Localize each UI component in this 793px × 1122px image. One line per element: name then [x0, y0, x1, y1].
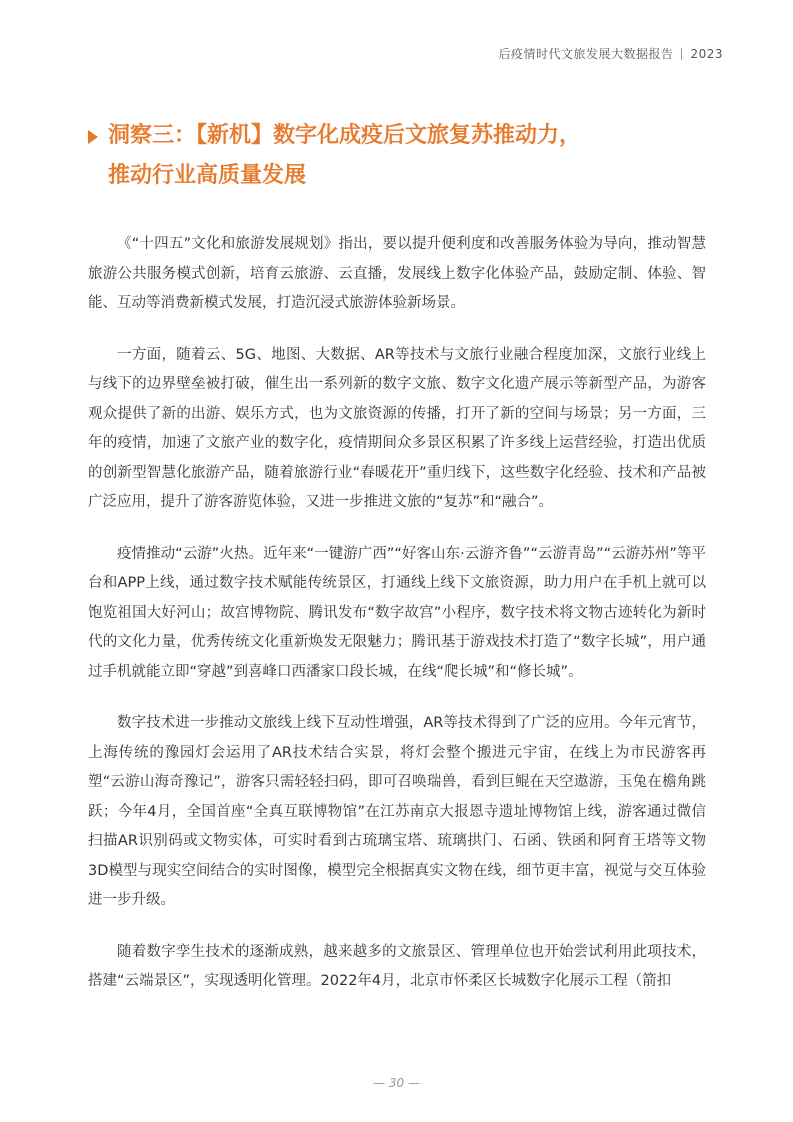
triangle-bullet-icon: [88, 130, 98, 144]
section-title-line1: 洞察三：【新机】数字化成疫后文旅复苏推动力，: [108, 123, 582, 148]
paragraph: 《“十四五”文化和旅游发展规划》指出，要以提升便利度和改善服务体验为导向，推动智慧旅游公共服务模式创新，培育云旅游、云直播，发展线上数字化体验产品，鼓励定制、体验、智能、互动等消费新模式发展，打造沉浸式旅游体验新场景。: [88, 236, 706, 311]
report-year: 2023: [690, 46, 723, 61]
section-title-line2: 推动行业高质量发展: [108, 163, 307, 188]
report-title: 后疫情时代文旅发展大数据报告: [498, 47, 674, 61]
section-title: [88, 122, 733, 190]
paragraph: 数字技术进一步推动文旅线上线下互动性增强，AR等技术得到了广泛的应用。今年元宵节，上海传统的豫园灯会运用了AR技术结合实景，将灯会整个搬进元宇宙，在线上为市民游客再塑“云游山海奇豫记”，游客只需轻轻扫码，即可召唤瑞兽，看到巨鲲在天空遨游，玉兔在檐角跳跃；今年4月，全国首座“全真互联博物馆”在江苏南京大报恩寺遗址博物馆上线，游客通过微信扫描AR识别码或文物实体，可实时看到古琉璃宝塔、琉璃拱门、石函、铁函和阿育王塔等文物3D模型与现实空间结合的实时图像，模型完全根据真实文物在线，细节更丰富，视觉与交互体验进一步升级。: [88, 715, 706, 908]
header-divider: [681, 48, 682, 60]
body-text: [88, 230, 706, 1019]
page-header: [498, 45, 723, 62]
page-number: — 30 —: [373, 1076, 420, 1090]
paragraph: 随着数字孪生技术的逐渐成熟，越来越多的文旅景区、管理单位也开始尝试利用此项技术，搭建“云端景区”，实现透明化管理。2022年4月，北京市怀柔区长城数字化展示工程（箭扣: [88, 943, 706, 989]
paragraph: 一方面，随着云、5G、地图、大数据、AR等技术与文旅行业融合程度加深，文旅行业线上与线下的边界壁垒被打破，催生出一系列新的数字文旅、数字文化遗产展示等新型产品，为游客观众提供了新的出游、娱乐方式，也为文旅资源的传播，打开了新的空间与场景；另一方面，三年的疫情，加速了文旅产业的数字化，疫情期间众多景区积累了许多线上运营经验，打造出优质的创新型智慧化旅游产品，随着旅游行业“春暖花开”重归线下，这些数字化经验、技术和产品被广泛应用，提升了游客游览体验，又进一步推进文旅的“复苏”和“融合”。: [88, 346, 706, 510]
paragraph: 疫情推动“云游”火热。近年来“一键游广西”“好客山东·云游齐鲁”“云游青岛”“云游苏州”等平台和APP上线，通过数字技术赋能传统景区，打通线上线下文旅资源，助力用户在手机上就可以饱览祖国大好河山；故宫博物院、腾讯发布“数字故宫”小程序，数字技术将文物古迹转化为新时代的文化力量，优秀传统文化重新焕发无限魅力；腾讯基于游戏技术打造了“数字长城”，用户通过手机就能立即“穿越”到喜峰口西潘家口段长城，在线“爬长城”和“修长城”。: [88, 545, 706, 680]
